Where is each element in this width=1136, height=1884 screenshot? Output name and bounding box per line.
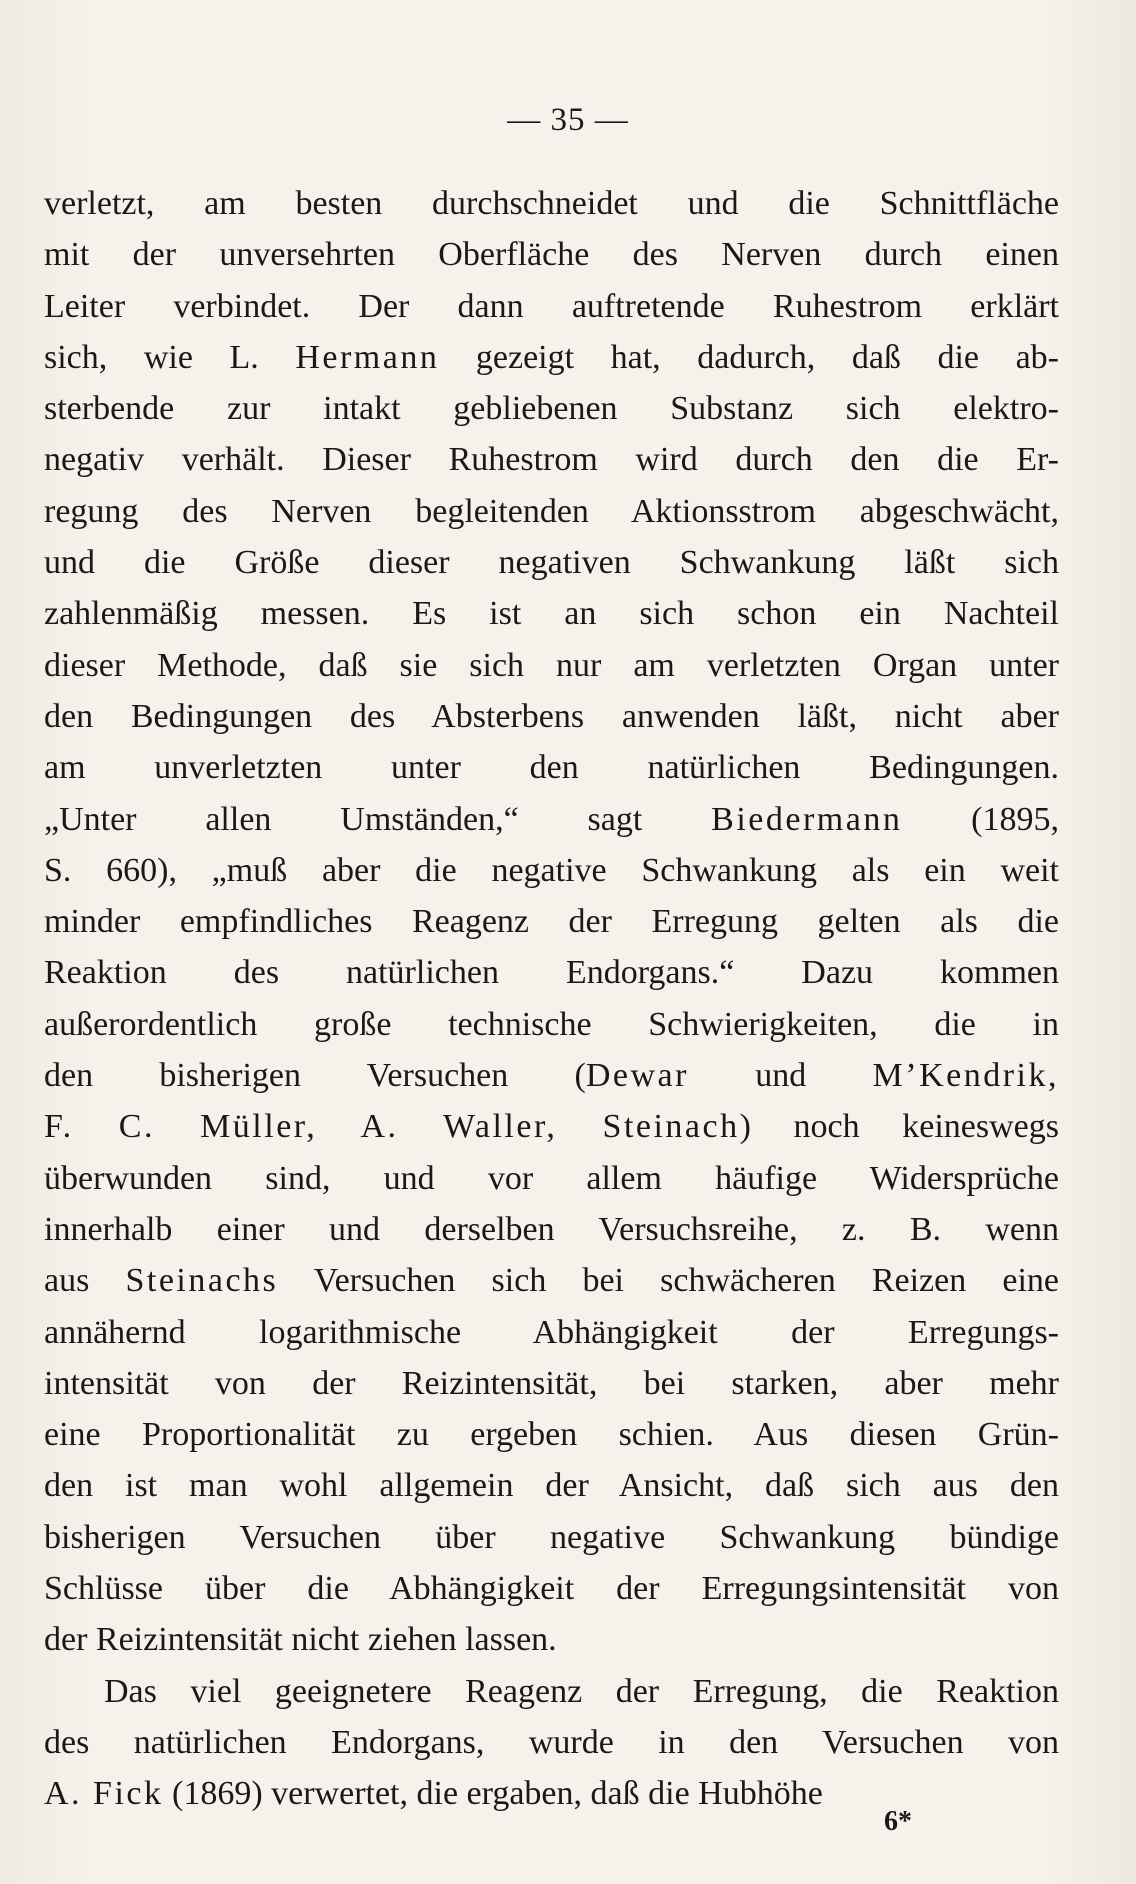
text-line: des natürlichen Endorgans, wurde in den Versuchen von <box>44 1723 1059 1761</box>
text-segment: sich, wie L. <box>44 338 296 376</box>
text-line: Schlüsse über die Abhängigkeit der Erregungsintensität von <box>44 1570 1059 1608</box>
text-line: innerhalb einer und derselben Versuchsreihe, z. B. wenn <box>44 1210 1059 1248</box>
text-line: Reaktion des natürlichen Endorgans.“ Dazu kommen <box>44 954 1059 992</box>
text-line: regung des Nerven begleitenden Aktionsstrom abgeschwächt, <box>44 492 1059 530</box>
text-line: negativ verhält. Dieser Ruhestrom wird durch den die Er- <box>44 441 1059 479</box>
text-line <box>44 1255 1059 1306</box>
paragraph <box>44 1666 1059 1820</box>
spaced-name: Steinachs <box>125 1262 279 1300</box>
text-line: und die Größe dieser negativen Schwankung läßt sich <box>44 544 1059 582</box>
text-line: Das viel geeignetere Reagenz der Erregung, die Reaktion <box>104 1672 1059 1710</box>
text-segment: „Unter allen Umständen,“ sagt <box>44 800 712 838</box>
text-line: verletzt, am besten durchschneidet und die Schnittfläche <box>44 185 1059 222</box>
text-line: eine Proportionalität zu ergeben schien. Aus diesen Grün- <box>44 1416 1059 1454</box>
body-text <box>44 178 1059 1820</box>
text-line: dieser Methode, daß sie sich nur am verletzten Organ unter <box>44 646 1059 684</box>
text-line <box>44 794 1059 845</box>
text-line: bisherigen Versuchen über negative Schwankung bündige <box>44 1518 1059 1556</box>
text-line: zahlenmäßig messen. Es ist an sich schon ein Nachteil <box>44 595 1059 633</box>
text-segment: (1869) verwertet, die ergaben, daß die Hubhöhe <box>163 1775 823 1813</box>
text-line: mit der unversehrten Oberfläche des Nerven durch einen <box>44 236 1059 274</box>
text-line <box>44 1050 1059 1101</box>
text-segment: und <box>688 1057 873 1095</box>
page-number: — 35 — <box>507 102 629 138</box>
text-line: den Bedingungen des Absterbens anwenden läßt, nicht aber <box>44 697 1059 735</box>
text-line: sterbende zur intakt gebliebenen Substanz sich elektro- <box>44 390 1059 428</box>
text-line: intensität von der Reizintensität, bei starken, aber mehr <box>44 1364 1059 1402</box>
text-line: außerordentlich große technische Schwierigkeiten, die in <box>44 1005 1059 1043</box>
signature-mark: 6* <box>884 1806 912 1837</box>
text-line: den ist man wohl allgemein der Ansicht, daß sich aus den <box>44 1467 1059 1505</box>
text-segment: (1895, <box>902 800 1060 838</box>
spaced-name: Dewar <box>585 1057 689 1095</box>
text-line <box>44 332 1059 383</box>
paragraph <box>44 178 1059 1666</box>
text-line: annähernd logarithmische Abhängigkeit der Erregungs- <box>44 1313 1059 1351</box>
text-line: minder empfindliches Reagenz der Erregung gelten als die <box>44 903 1059 941</box>
text-line: am unverletzten unter den natürlichen Bedingungen. <box>44 749 1059 787</box>
spaced-name: Hermann <box>295 338 440 376</box>
spaced-name: Biedermann <box>711 800 903 838</box>
text-segment: Versuchen sich bei schwächeren Reizen eine <box>278 1262 1060 1300</box>
text-segment: ) noch keineswegs <box>739 1108 1059 1146</box>
spaced-name: F. C. Müller, A. Waller, Steinach <box>44 1108 740 1146</box>
spaced-name: A. Fick <box>44 1775 164 1813</box>
text-line: überwunden sind, und vor allem häufige Widersprüche <box>44 1159 1059 1197</box>
text-line: S. 660), „muß aber die negative Schwankung als ein weit <box>44 851 1059 889</box>
text-segment: aus <box>44 1262 126 1300</box>
text-line: Leiter verbindet. Der dann auftretende Ruhestrom erklärt <box>44 287 1059 325</box>
spaced-name: M’Kendrik, <box>872 1057 1059 1095</box>
text-segment: gezeigt hat, dadurch, daß die ab- <box>439 338 1059 376</box>
text-line <box>44 1101 1059 1152</box>
text-line: der Reizintensität nicht ziehen lassen. <box>44 1621 557 1659</box>
text-segment: den bisherigen Versuchen ( <box>44 1057 586 1095</box>
